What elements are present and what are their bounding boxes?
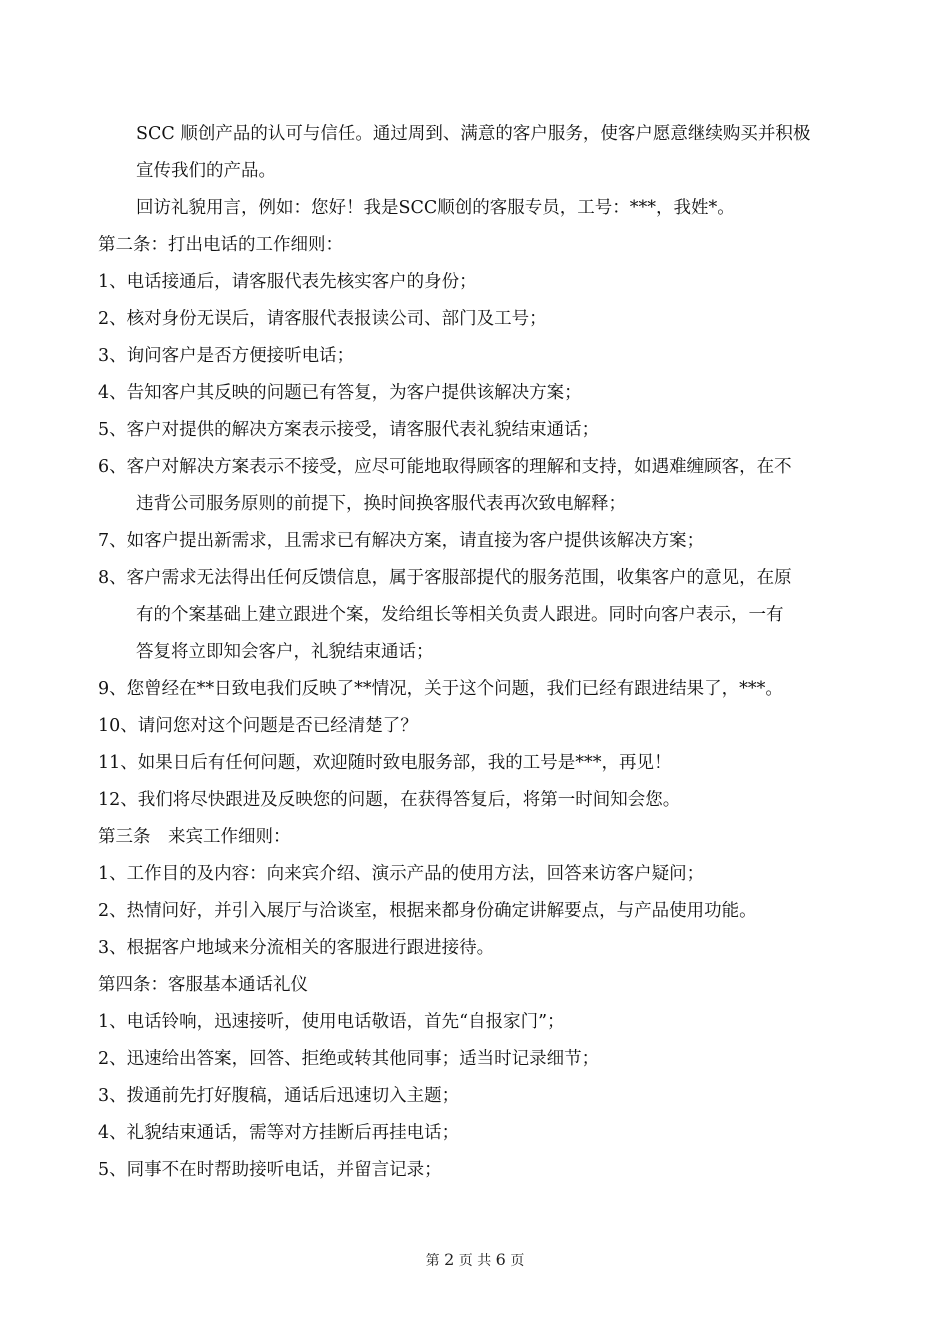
footer-prefix: 第 xyxy=(425,1253,440,1269)
text-line: 4、告知客户其反映的问题已有答复，为客户提供该解决方案； xyxy=(98,383,582,403)
text-line: 1、工作目的及内容：向来宾介绍、演示产品的使用方法，回答来访客户疑问； xyxy=(98,864,705,884)
footer-total-pages: 6 xyxy=(495,1250,506,1269)
text-line: 4、礼貌结束通话，需等对方挂断后再挂电话； xyxy=(98,1123,460,1143)
text-line: 11、如果日后有任何问题，欢迎随时致电服务部，我的工号是***，再见！ xyxy=(98,753,672,773)
text-line: 7、如客户提出新需求，且需求已有解决方案，请直接为客户提供该解决方案； xyxy=(98,531,705,551)
text-line: 12、我们将尽快跟进及反映您的问题，在获得答复后，将第一时间知会您。 xyxy=(98,790,681,810)
footer-page-number: 2 xyxy=(444,1250,455,1269)
page-footer xyxy=(0,1250,950,1270)
text-line: 9、您曾经在**日致电我们反映了**情况，关于这个问题，我们已经有跟进结果了，***。 xyxy=(98,679,783,699)
text-line: 违背公司服务原则的前提下，换时间换客服代表再次致电解释； xyxy=(136,494,626,514)
text-line: 2、核对身份无误后，请客服代表报读公司、部门及工号； xyxy=(98,309,547,329)
text-line: 2、热情问好，并引入展厅与洽谈室，根据来都身份确定讲解要点，与产品使用功能。 xyxy=(98,901,757,921)
text-line: 1、电话铃响，迅速接听，使用电话敬语，首先“自报家门”； xyxy=(98,1012,565,1032)
document-body xyxy=(98,116,858,1189)
text-line: 3、根据客户地域来分流相关的客服进行跟进接待。 xyxy=(98,938,495,958)
text-line: 3、拨通前先打好腹稿，通话后迅速切入主题； xyxy=(98,1086,460,1106)
footer-suffix: 页 xyxy=(510,1253,525,1269)
text-line: 宣传我们的产品。 xyxy=(136,161,276,181)
text-line: SCC 顺创产品的认可与信任。通过周到、满意的客户服务，使客户愿意继续购买并积极 xyxy=(136,124,811,144)
text-line: 3、询问客户是否方便接听电话； xyxy=(98,346,355,366)
text-line: 8、客户需求无法得出任何反馈信息，属于客服部提代的服务范围，收集客户的意见，在原 xyxy=(98,568,792,588)
text-line: 第二条：打出电话的工作细则： xyxy=(98,235,343,255)
text-line: 有的个案基础上建立跟进个案，发给组长等相关负责人跟进。同时向客户表示，一有 xyxy=(136,605,784,625)
text-line: 5、同事不在时帮助接听电话，并留言记录； xyxy=(98,1160,442,1180)
text-line: 6、客户对解决方案表示不接受，应尽可能地取得顾客的理解和支持，如遇难缠顾客，在不 xyxy=(98,457,792,477)
text-line: 2、迅速给出答案，回答、拒绝或转其他同事；适当时记录细节； xyxy=(98,1049,600,1069)
text-line: 第四条：客服基本通话礼仪 xyxy=(98,975,308,995)
text-line: 10、请问您对这个问题是否已经清楚了？ xyxy=(98,716,418,736)
text-line: 5、客户对提供的解决方案表示接受，请客服代表礼貌结束通话； xyxy=(98,420,600,440)
text-line: 答复将立即知会客户，礼貌结束通话； xyxy=(136,642,434,662)
text-line: 回访礼貌用言，例如：您好！我是SCC顺创的客服专员，工号：***，我姓*。 xyxy=(136,198,735,218)
text-line: 1、电话接通后，请客服代表先核实客户的身份； xyxy=(98,272,477,292)
text-line: 第三条 来宾工作细则： xyxy=(98,827,291,847)
footer-middle: 页 共 xyxy=(458,1253,492,1269)
